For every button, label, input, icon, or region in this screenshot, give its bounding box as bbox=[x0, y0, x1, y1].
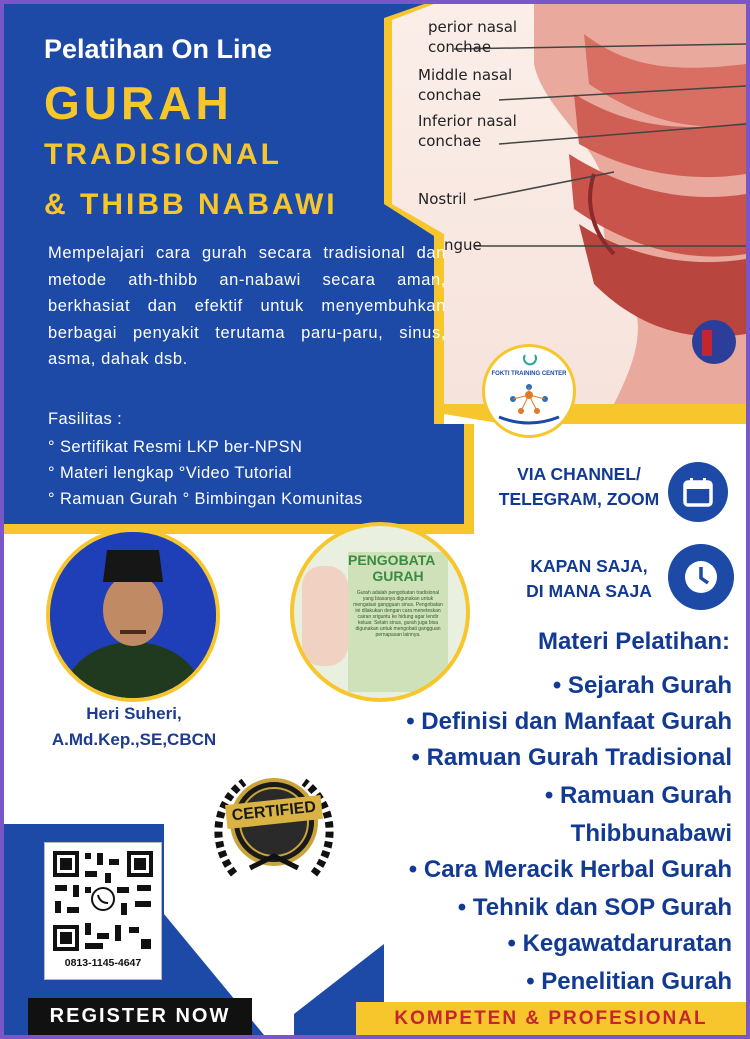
label-tongue: ngue bbox=[444, 236, 482, 254]
clock-glyph bbox=[681, 557, 721, 597]
facility-line: ° Sertifikat Resmi LKP ber-NPSN bbox=[48, 438, 303, 456]
label-superior-nasal: perior nasal bbox=[428, 18, 518, 36]
materi-item: • Kegawatdaruratan bbox=[507, 930, 732, 957]
title-online: Pelatihan On Line bbox=[44, 34, 273, 64]
via-channel-line1: VIA CHANNEL/ bbox=[517, 464, 641, 484]
label-inferior-conchae: conchae bbox=[418, 132, 482, 150]
materi-item: • Cara Meracik Herbal Gurah bbox=[408, 856, 732, 883]
trainer-photo bbox=[46, 528, 220, 702]
qr-code-icon bbox=[45, 843, 161, 955]
label-nostril: Nostril bbox=[418, 190, 467, 208]
when-line1: KAPAN SAJA, bbox=[530, 556, 648, 576]
book-title: PENGOBATA bbox=[348, 552, 436, 568]
qr-code[interactable] bbox=[44, 842, 162, 980]
via-channel-line2: TELEGRAM, ZOOM bbox=[498, 489, 660, 509]
tagline-banner: KOMPETEN & PROFESIONAL bbox=[356, 1002, 746, 1035]
trainer-name: Heri Suheri, bbox=[86, 704, 182, 723]
logo-text: FOKTI TRAINING CENTER bbox=[491, 371, 567, 377]
trainer-credentials: A.Md.Kep.,SE,CBCN bbox=[51, 730, 217, 749]
materi-item: • Ramuan Gurah Tradisional bbox=[411, 744, 732, 771]
register-now-button[interactable]: REGISTER NOW bbox=[28, 998, 252, 1035]
materi-item: Thibbunabawi bbox=[570, 820, 732, 847]
title-thibb-nabawi: & THIBB NABAWI bbox=[44, 188, 338, 221]
poster bbox=[4, 4, 746, 1035]
description-text: Mempelajari cara gurah secara tradisional dan metode ath-thibb an-nabawi secara aman, berkhasiat dan efektif untuk menyembuhkan berbagai penyakit terutama paru-paru, sinus, asma, dahak dsb. bbox=[48, 244, 446, 368]
title-gurah: GURAH bbox=[44, 77, 233, 129]
fokti-logo bbox=[482, 344, 576, 438]
certified-label: CERTIFIED bbox=[225, 795, 323, 829]
facility-line: ° Materi lengkap °Video Tutorial bbox=[48, 464, 292, 482]
facilities-title: Fasilitas : bbox=[48, 410, 123, 428]
avatar bbox=[50, 532, 216, 698]
calendar-glyph bbox=[682, 476, 714, 508]
clock-icon bbox=[668, 544, 734, 610]
network-icon bbox=[485, 347, 573, 435]
phone-number: 0813-1145-4647 bbox=[64, 957, 142, 969]
materi-item: • Sejarah Gurah bbox=[552, 672, 732, 699]
book-title-2: GURAH bbox=[372, 568, 424, 584]
book-cover bbox=[348, 552, 448, 692]
title-tradisional: TRADISIONAL bbox=[44, 138, 282, 171]
facility-line: ° Ramuan Gurah ° Bimbingan Komunitas bbox=[48, 490, 363, 508]
label-inferior-nasal: Inferior nasal bbox=[418, 112, 517, 130]
face-illustration bbox=[302, 566, 348, 666]
label-middle-conchae: conchae bbox=[418, 86, 482, 104]
materi-item: • Penelitian Gurah bbox=[526, 968, 732, 995]
label-middle-nasal: Middle nasal bbox=[418, 66, 513, 84]
calendar-icon bbox=[668, 462, 728, 522]
label-superior-conchae: conchae bbox=[428, 38, 492, 56]
materi-item: • Tehnik dan SOP Gurah bbox=[457, 894, 732, 921]
book-body: Gurah adalah pengobatan tradisional yang biasanya digunakan untuk mengatasi gangguan sinus. Pengobatan ini dilakukan dengan cara meneteskan cairan sriguntu ke hidung agar lendir keluar. Selain sinus, gurah juga bisa digunakan untuk mengobati gangguan pernapasan lainnya. bbox=[353, 590, 443, 638]
materi-item: • Ramuan Gurah bbox=[544, 782, 732, 809]
materi-title: Materi Pelatihan: bbox=[537, 628, 730, 655]
when-line2: DI MANA SAJA bbox=[526, 581, 652, 601]
materi-item: • Definisi dan Manfaat Gurah bbox=[406, 708, 732, 735]
